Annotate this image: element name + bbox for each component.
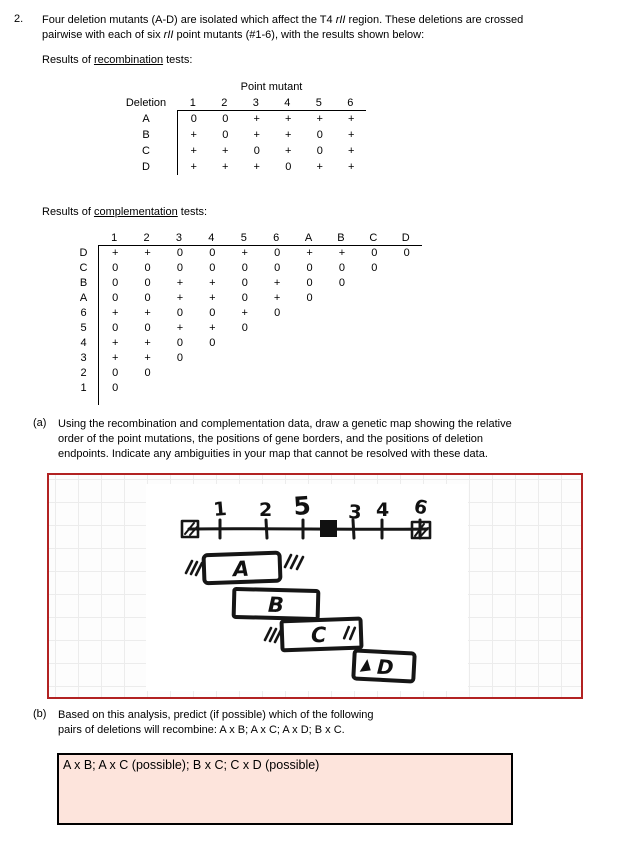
table-cell: + (144, 352, 151, 364)
table-cell: 4 (208, 232, 215, 244)
part-b-line-1: Based on this analysis, predict (if possible) which of the following (58, 709, 374, 721)
table-cell: 0 (241, 292, 248, 304)
table-cell (177, 127, 367, 143)
deletion-box-b (234, 589, 319, 619)
table-cell: D (79, 247, 88, 259)
question-text (42, 13, 612, 43)
table-cell: 5 (240, 232, 247, 244)
table-cell: 3 (252, 97, 259, 109)
table-row (69, 246, 423, 261)
deletion-b-label: B (267, 592, 285, 618)
answer-box[interactable] (57, 753, 513, 825)
table-cell (98, 231, 422, 246)
table-cell: 0 (316, 145, 323, 157)
table-row (69, 291, 423, 306)
table-cell: + (176, 292, 184, 304)
table-cell (98, 276, 358, 291)
table-row (69, 381, 423, 405)
part-b-label: (b) (33, 708, 47, 720)
left-end-marker (182, 521, 198, 537)
table-cell: + (241, 307, 248, 319)
table-cell: + (285, 113, 292, 125)
table-cell (177, 111, 367, 127)
table-cell: 5 (315, 97, 322, 109)
deletion-a-right-hatch (285, 555, 303, 569)
table-row (115, 111, 367, 127)
table-cell: + (306, 247, 313, 259)
table-cell: 0 (306, 277, 313, 289)
table-cell: + (176, 277, 184, 289)
table-cell: + (348, 129, 355, 141)
table-cell: 5 (80, 322, 87, 334)
table-cell: A (142, 113, 150, 125)
comp-caption: Results of complementation tests: (42, 206, 208, 218)
table-cell: 0 (371, 247, 378, 259)
table-cell: 1 (111, 232, 118, 244)
table-cell: 0 (112, 292, 119, 304)
table-cell: 0 (253, 145, 260, 157)
table-cell: 0 (338, 262, 345, 274)
table-cell: 4 (284, 97, 291, 109)
table-cell: + (111, 352, 119, 364)
table-cell (98, 321, 261, 336)
deletion-d-inner-mark (360, 659, 372, 673)
table-cell: 0 (241, 322, 248, 334)
table-cell (98, 261, 391, 276)
table-row (69, 306, 423, 321)
recombination-table (115, 96, 367, 175)
table-cell: + (190, 145, 197, 157)
table-cell: 0 (112, 277, 119, 289)
table-cell: 6 (80, 307, 87, 319)
table-row (69, 366, 423, 381)
table-cell: + (338, 247, 346, 259)
table-cell: 0 (274, 262, 281, 274)
table-cell: 0 (209, 307, 216, 319)
complementation-table (69, 231, 423, 405)
table-cell (98, 366, 164, 381)
recomb-table-title: Point mutant (240, 81, 303, 93)
table-cell: 2 (143, 232, 150, 244)
table-cell: + (209, 322, 216, 334)
table-cell: 0 (316, 129, 323, 141)
table-cell: 0 (371, 262, 378, 274)
table-cell: C (142, 145, 150, 157)
table-cell: 0 (306, 292, 313, 304)
deletion-box-a (204, 553, 281, 584)
table-cell: 0 (176, 337, 184, 349)
table-cell (177, 96, 366, 111)
table-cell: 2 (80, 367, 87, 379)
table-cell: 0 (112, 322, 119, 334)
deletion-a-left-hatch (186, 561, 202, 575)
table-cell: 0 (176, 247, 184, 259)
table-cell: + (190, 129, 197, 141)
part-a-line-2: order of the point mutations, the positions of gene borders, and the positions of deletion (58, 433, 483, 445)
table-cell: 0 (144, 277, 151, 289)
deletion-c-label: C (310, 622, 327, 648)
table-cell: + (111, 247, 119, 259)
table-cell: 0 (144, 292, 151, 304)
point-label-5: 5 (292, 490, 312, 521)
table-cell: 0 (241, 262, 248, 274)
table-cell: + (144, 307, 151, 319)
table-cell: + (285, 129, 292, 141)
table-row (115, 143, 367, 159)
table-cell: + (316, 161, 323, 173)
table-row (69, 276, 423, 291)
table-cell: 0 (112, 262, 119, 274)
table-header-row (69, 231, 423, 246)
table-cell: 0 (209, 247, 216, 259)
table-cell (69, 231, 98, 246)
table-cell: 0 (144, 322, 151, 334)
table-cell: + (241, 247, 248, 259)
table-cell: 0 (209, 337, 216, 349)
point-label-3: 3 (347, 501, 363, 524)
table-cell: + (111, 307, 119, 319)
part-a-label: (a) (33, 417, 47, 429)
table-cell: B (79, 277, 88, 289)
table-cell: 0 (112, 382, 119, 394)
table-cell: 0 (306, 262, 313, 274)
part-a-line-1: Using the recombination and complementation data, draw a genetic map showing the relative (58, 418, 512, 430)
question-line-1: Four deletion mutants (A-D) are isolated which affect the T4 rII region. These deletions are crossed (42, 14, 524, 26)
table-cell: B (142, 129, 150, 141)
point-label-6: 6 (411, 495, 430, 520)
table-cell: + (273, 277, 281, 289)
table-row (69, 261, 423, 276)
table-cell: + (348, 113, 355, 125)
table-cell (177, 159, 367, 175)
table-cell: 0 (176, 262, 184, 274)
gene-border-square (320, 520, 337, 537)
table-cell: 2 (221, 97, 228, 109)
table-cell: 1 (80, 382, 87, 394)
table-cell: 0 (241, 277, 248, 289)
table-cell: 6 (273, 232, 280, 244)
table-cell (98, 291, 326, 306)
table-cell: 0 (176, 352, 184, 364)
table-cell: 0 (285, 161, 292, 173)
table-cell: 6 (347, 97, 354, 109)
table-cell: + (348, 161, 355, 173)
table-cell: + (273, 292, 281, 304)
genetic-map-drawing (49, 475, 581, 697)
table-cell: 0 (112, 367, 119, 379)
table-cell: 0 (338, 277, 345, 289)
table-cell: 1 (189, 97, 196, 109)
part-a-text (58, 417, 618, 462)
table-cell (177, 143, 367, 159)
table-cell: D (142, 161, 150, 173)
table-cell: C (369, 232, 378, 244)
table-cell: + (348, 145, 355, 157)
table-row (115, 159, 367, 175)
table-cell: 0 (403, 247, 410, 259)
part-b-text (58, 708, 598, 738)
table-cell: + (209, 292, 216, 304)
table-cell: + (144, 247, 151, 259)
table-cell: + (176, 322, 184, 334)
table-cell: + (253, 113, 260, 125)
point-label-1: 1 (212, 497, 228, 521)
answer-text: A x B; A x C (possible); B x C; C x D (possible) (63, 758, 320, 772)
genetic-map-panel[interactable] (47, 473, 583, 699)
table-cell: 0 (190, 113, 197, 125)
deletion-c-left-hatch (265, 628, 281, 642)
table-row (69, 321, 423, 336)
table-cell: 0 (144, 262, 151, 274)
table-cell: + (253, 161, 260, 173)
table-cell: 0 (176, 307, 184, 319)
table-cell: + (253, 129, 260, 141)
table-cell: 0 (274, 307, 281, 319)
table-cell: A (79, 292, 88, 304)
table-cell (98, 336, 229, 351)
table-cell (98, 351, 196, 366)
table-cell: 0 (274, 247, 281, 259)
table-cell: Deletion (125, 97, 167, 109)
table-cell: + (222, 145, 229, 157)
table-cell: 0 (222, 129, 229, 141)
recomb-caption: Results of recombination tests: (42, 54, 193, 66)
table-row (69, 336, 423, 351)
deletion-box-d (353, 650, 414, 681)
table-cell: 0 (144, 367, 151, 379)
question-line-2: pairwise with each of six rII point mutants (#1-6), with the results shown below: (42, 29, 425, 41)
table-cell: A (304, 232, 313, 244)
table-header-row (115, 96, 367, 111)
table-cell: + (316, 113, 323, 125)
deletion-a-label: A (232, 556, 250, 582)
table-cell: + (111, 337, 119, 349)
table-cell: 3 (175, 232, 183, 244)
table-cell: + (285, 145, 292, 157)
table-cell: D (401, 232, 410, 244)
table-row (115, 127, 367, 143)
table-cell: 0 (209, 262, 216, 274)
table-cell: + (144, 337, 151, 349)
table-cell: + (190, 161, 197, 173)
deletion-d-label: D (376, 654, 395, 680)
table-cell: B (337, 232, 345, 244)
table-cell: + (222, 161, 229, 173)
tick-2 (266, 520, 267, 538)
table-row (69, 351, 423, 366)
part-b-line-2: pairs of deletions will recombine: A x B; A x C; A x D; B x C. (58, 724, 345, 736)
deletion-box-c (282, 619, 362, 651)
table-cell: 0 (222, 113, 229, 125)
table-cell: 4 (80, 337, 87, 349)
table-cell (98, 306, 293, 321)
table-cell: C (79, 262, 88, 274)
question-number: 2. (14, 13, 24, 25)
table-cell (98, 246, 423, 261)
deletion-c-inner-hatch (344, 627, 355, 639)
point-label-4: 4 (376, 499, 390, 521)
table-cell: 3 (80, 352, 87, 364)
table-cell: + (209, 277, 216, 289)
table-cell (98, 381, 131, 405)
point-label-2: 2 (259, 499, 273, 521)
part-a-line-3: endpoints. Indicate any ambiguities in your map that cannot be resolved with these data. (58, 448, 488, 460)
map-axis (182, 491, 430, 538)
